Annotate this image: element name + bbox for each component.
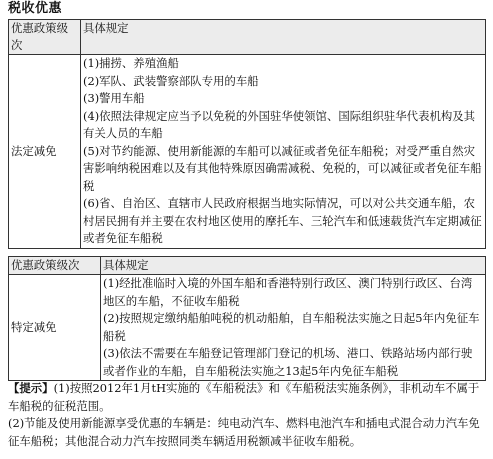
list-item: (6)省、自治区、直辖市人民政府根据当地实际情况，可以对公共交通车船，农村居民拥有并主要在农村地区使用的摩托车、三轮汽车和低速载货汽车定期减征或者免征车船税 bbox=[83, 196, 482, 245]
table-header-row bbox=[9, 257, 486, 275]
list-item: (3)依法不需要在车船登记管理部门登记的机场、港口、铁路站场内部行驶或者作业的车船，自车船税法实施之13起5年内免征车船税 bbox=[103, 346, 473, 378]
list-item: (2)军队、武装警察部队专用的车船 bbox=[83, 73, 259, 88]
table-header-row bbox=[9, 20, 486, 55]
table-row bbox=[9, 275, 486, 381]
list-item: (3)警用车船 bbox=[83, 91, 145, 105]
column-header-details: 具体规定 bbox=[101, 257, 486, 275]
policy-details-cell bbox=[81, 55, 486, 249]
specific-relief-table bbox=[8, 256, 486, 381]
list-item: (5)对节约能源、使用新能源的车船可以减征或者免征车船税；对受严重自然灾害影响纳税困难以及有其他特殊原因确需减税、免税的，可以减征或者免征车船税 bbox=[83, 143, 482, 193]
list-item: (2)按照规定缴纳船舶吨税的机动船舶，自车船税法实施之日起5年内免征车船税 bbox=[103, 311, 480, 343]
tip-text: (1)按照2012年1月tH实施的《车船税法》和《车船税法实施条例》，非机动车不属于车船税的征税范围。 bbox=[8, 381, 480, 413]
list-item: (4)依照法律规定应当予以免税的外国驻华使领馆、国际组织驻华代表机构及其有关人员的车船 bbox=[83, 108, 476, 140]
note-paragraph: (2)节能及使用新能源享受优惠的车辆是：纯电动汽车、燃料电池汽车和插电式混合动力汽车免征车船税；其他混合动力汽车按照同类车辆适用税额减半征收车船税。 bbox=[8, 416, 480, 448]
list-item: (1)经批准临时入境的外国车船和香港特别行政区、澳门特别行政区、台湾地区的车船，不征收车船税 bbox=[103, 276, 473, 308]
policy-details-cell bbox=[101, 275, 486, 381]
policy-level-cell: 特定减免 bbox=[9, 275, 101, 381]
policy-level-cell: 法定减免 bbox=[9, 55, 81, 249]
table-row bbox=[9, 55, 486, 249]
tip-label: 【提示】 bbox=[8, 381, 54, 395]
column-header-details: 具体规定 bbox=[81, 20, 486, 55]
section-heading: 税收优惠 bbox=[8, 1, 63, 16]
column-header-level: 优惠政策级次 bbox=[9, 20, 81, 55]
notes-block bbox=[8, 380, 486, 450]
tip-paragraph bbox=[8, 380, 486, 415]
statutory-relief-table bbox=[8, 19, 486, 249]
list-item: (1)捕捞、养殖渔船 bbox=[83, 56, 179, 70]
column-header-level: 优惠政策级次 bbox=[9, 257, 101, 275]
